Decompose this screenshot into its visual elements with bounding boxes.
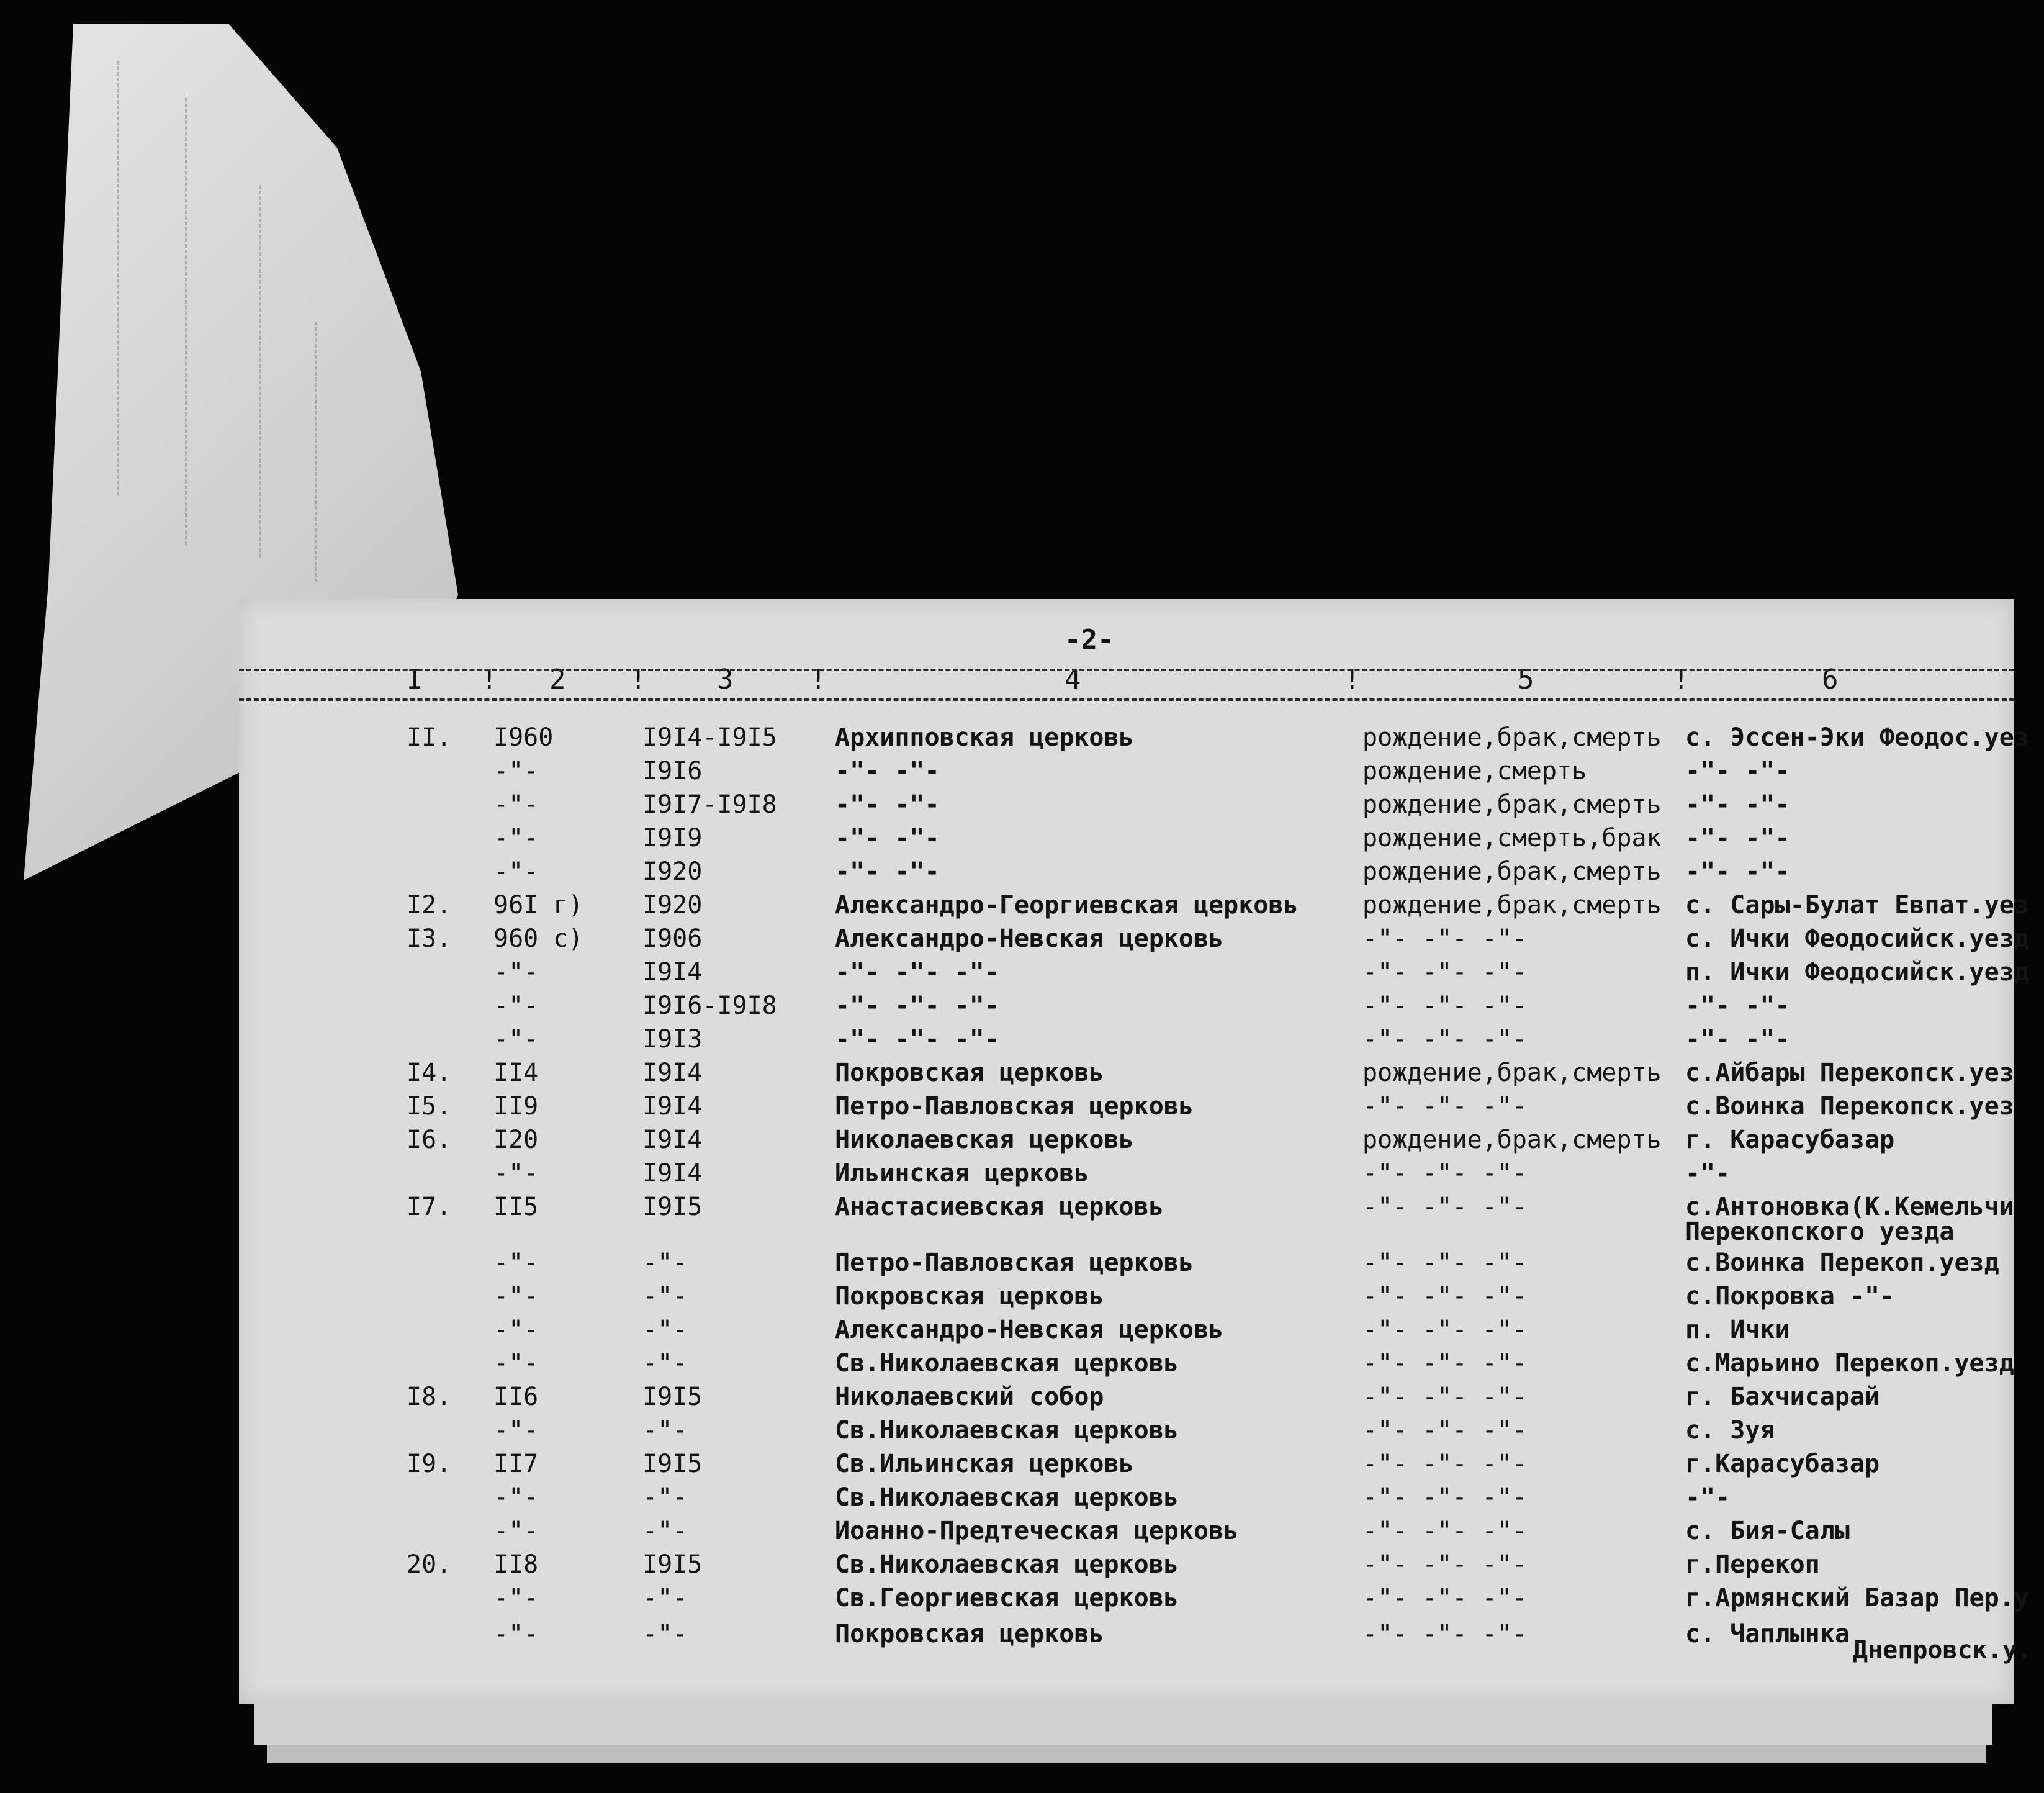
record-types: -"- -"- -"- bbox=[1362, 1483, 1527, 1512]
fund-number: II8 bbox=[493, 1550, 539, 1579]
header-col-1: I bbox=[407, 664, 423, 695]
table-row bbox=[239, 1517, 2014, 1550]
header-rule-top bbox=[239, 669, 2014, 671]
table-row bbox=[239, 1416, 2014, 1450]
years: I920 bbox=[642, 891, 703, 919]
church-name: Св.Николаевская церковь bbox=[835, 1349, 1179, 1378]
church-name: Св.Георгиевская церковь bbox=[835, 1584, 1179, 1612]
years: -"- bbox=[642, 1282, 688, 1311]
record-types: рождение,брак,смерть bbox=[1362, 1126, 1662, 1154]
row-number: I9. bbox=[407, 1450, 452, 1478]
place: с. Ички Феодосийск.уезд bbox=[1685, 924, 2029, 953]
fund-number: -"- bbox=[493, 1620, 539, 1648]
years: I9I3 bbox=[642, 1025, 703, 1054]
row-number: 20. bbox=[407, 1550, 452, 1579]
years: I9I4 bbox=[642, 1159, 703, 1188]
record-types: -"- -"- -"- bbox=[1362, 1620, 1527, 1648]
church-name: -"- -"- bbox=[835, 790, 940, 819]
record-types: -"- -"- -"- bbox=[1362, 924, 1527, 953]
fund-number: -"- bbox=[493, 1416, 539, 1445]
place-continuation: Днепровск.у. bbox=[1853, 1636, 2032, 1664]
table-row bbox=[239, 1483, 2014, 1517]
years: -"- bbox=[642, 1316, 688, 1344]
table-row bbox=[239, 1159, 2014, 1193]
years: I9I4-I9I5 bbox=[642, 723, 777, 752]
place: с.Воинка Перекопск.уез bbox=[1685, 1092, 2014, 1121]
table-row bbox=[239, 891, 2029, 924]
fund-number: II4 bbox=[493, 1059, 539, 1087]
years: I9I4 bbox=[642, 1092, 703, 1121]
years: -"- bbox=[642, 1584, 688, 1612]
record-types: рождение,брак,смерть bbox=[1362, 857, 1662, 886]
place: с. Бия-Салы bbox=[1685, 1517, 1850, 1545]
fund-number: -"- bbox=[493, 824, 539, 852]
header-col-2: 2 bbox=[549, 664, 566, 695]
church-name: -"- -"- -"- bbox=[835, 1025, 999, 1054]
table-row bbox=[239, 1550, 2014, 1584]
years: I920 bbox=[642, 857, 703, 886]
place: г. Бахчисарай bbox=[1685, 1383, 1880, 1411]
record-types: -"- -"- -"- bbox=[1362, 1249, 1527, 1277]
header-col-5: 5 bbox=[1518, 664, 1534, 695]
place: г.Перекоп bbox=[1685, 1550, 1820, 1579]
record-types: -"- -"- -"- bbox=[1362, 1383, 1527, 1411]
table-row bbox=[239, 1193, 2014, 1249]
years: I9I6-I9I8 bbox=[642, 991, 777, 1020]
record-types: -"- -"- -"- bbox=[1362, 1349, 1527, 1378]
document-page bbox=[239, 599, 2032, 1704]
fund-number: 960 с) bbox=[493, 924, 583, 953]
years: I9I4 bbox=[642, 958, 703, 987]
row-number: I8. bbox=[407, 1383, 452, 1411]
place: с. Эссен-Эки Феодос.уез bbox=[1685, 723, 2029, 752]
years: I9I9 bbox=[642, 824, 703, 852]
place: с.Айбары Перекопск.уез bbox=[1685, 1059, 2014, 1087]
fund-number: -"- bbox=[493, 1249, 539, 1277]
record-types: рождение,смерть bbox=[1362, 757, 1587, 785]
years: I9I4 bbox=[642, 1059, 703, 1087]
fund-number: -"- bbox=[493, 1349, 539, 1378]
place: -"- -"- bbox=[1685, 757, 1790, 785]
table-row bbox=[239, 824, 2014, 857]
fund-number: -"- bbox=[493, 790, 539, 819]
table-row bbox=[239, 1126, 2014, 1159]
fund-number: I960 bbox=[493, 723, 554, 752]
place: с. Сары-Булат Евпат.уез bbox=[1685, 891, 2029, 919]
church-name: Св.Николаевская церковь bbox=[835, 1483, 1179, 1512]
record-types: -"- -"- -"- bbox=[1362, 1316, 1527, 1344]
place: -"- -"- bbox=[1685, 1025, 1790, 1054]
place: г.Карасубазар bbox=[1685, 1450, 1880, 1478]
church-name: -"- -"- -"- bbox=[835, 958, 999, 987]
place: -"- bbox=[1685, 1159, 1731, 1188]
years: -"- bbox=[642, 1483, 688, 1512]
church-name: Иоанно-Предтеческая церковь bbox=[835, 1517, 1239, 1545]
fund-number: II7 bbox=[493, 1450, 539, 1478]
place: с. Чаплынка bbox=[1685, 1620, 1850, 1648]
years: I9I5 bbox=[642, 1550, 703, 1579]
record-types: -"- -"- -"- bbox=[1362, 1282, 1527, 1311]
fund-number: -"- bbox=[493, 1584, 539, 1612]
place-continuation: Перекопского уезда bbox=[1685, 1217, 1955, 1246]
place: -"- bbox=[1685, 1483, 1731, 1512]
row-number: I4. bbox=[407, 1059, 452, 1087]
row-number: I7. bbox=[407, 1193, 452, 1221]
church-name: Николаевский собор bbox=[835, 1383, 1104, 1411]
years: -"- bbox=[642, 1249, 688, 1277]
table-row bbox=[239, 1620, 2032, 1669]
place: с.Воинка Перекоп.уезд bbox=[1685, 1249, 1999, 1277]
record-types: -"- -"- -"- bbox=[1362, 1159, 1527, 1188]
record-types: -"- -"- -"- bbox=[1362, 958, 1527, 987]
fund-number: -"- bbox=[493, 1316, 539, 1344]
church-name: Николаевская церковь bbox=[835, 1126, 1134, 1154]
header-separator: ! bbox=[630, 664, 647, 695]
table-row bbox=[239, 1450, 2014, 1483]
record-types: рождение,брак,смерть bbox=[1362, 723, 1662, 752]
fund-number: II6 bbox=[493, 1383, 539, 1411]
record-types: рождение,смерть,брак bbox=[1362, 824, 1662, 852]
fund-number: -"- bbox=[493, 1483, 539, 1512]
fund-number: -"- bbox=[493, 1025, 539, 1054]
years: I9I5 bbox=[642, 1450, 703, 1478]
fund-number: II9 bbox=[493, 1092, 539, 1121]
fund-number: -"- bbox=[493, 1282, 539, 1311]
years: -"- bbox=[642, 1349, 688, 1378]
church-name: Покровская церковь bbox=[835, 1059, 1104, 1087]
header-separator: ! bbox=[1344, 664, 1361, 695]
fund-number: I20 bbox=[493, 1126, 539, 1154]
church-name: -"- -"- -"- bbox=[835, 991, 999, 1020]
table-row bbox=[239, 991, 2014, 1025]
fund-number: -"- bbox=[493, 958, 539, 987]
row-number: I3. bbox=[407, 924, 452, 953]
church-name: -"- -"- bbox=[835, 857, 940, 886]
church-name: Архипповская церковь bbox=[835, 723, 1134, 752]
years: I9I5 bbox=[642, 1193, 703, 1221]
header-separator: ! bbox=[810, 664, 827, 695]
header-col-6: 6 bbox=[1822, 664, 1839, 695]
church-name: Александро-Невская церковь bbox=[835, 1316, 1224, 1344]
church-name: Петро-Павловская церковь bbox=[835, 1092, 1194, 1121]
table-row bbox=[239, 1249, 2014, 1282]
table-row bbox=[239, 1092, 2014, 1126]
place: с.Марьино Перекоп.уезд bbox=[1685, 1349, 2014, 1378]
table-row bbox=[239, 1584, 2029, 1617]
place: г. Карасубазар bbox=[1685, 1126, 1895, 1154]
church-name: Св.Николаевская церковь bbox=[835, 1416, 1179, 1445]
record-types: рождение,брак,смерть bbox=[1362, 790, 1662, 819]
church-name: Анастасиевская церковь bbox=[835, 1193, 1164, 1221]
church-name: Александро-Георгиевская церковь bbox=[835, 891, 1299, 919]
table-row bbox=[239, 1316, 2014, 1349]
header-separator: ! bbox=[481, 664, 498, 695]
fund-number: -"- bbox=[493, 757, 539, 785]
record-types: -"- -"- -"- bbox=[1362, 1584, 1527, 1612]
fund-number: -"- bbox=[493, 1159, 539, 1188]
years: -"- bbox=[642, 1416, 688, 1445]
table-row bbox=[239, 958, 2029, 991]
header-rule-bottom bbox=[239, 698, 2014, 701]
fund-number: 96I г) bbox=[493, 891, 583, 919]
years: -"- bbox=[642, 1620, 688, 1648]
fund-number: -"- bbox=[493, 991, 539, 1020]
row-number: II. bbox=[407, 723, 452, 752]
years: I9I5 bbox=[642, 1383, 703, 1411]
record-types: -"- -"- -"- bbox=[1362, 1517, 1527, 1545]
place: п. Ички Феодосийск.уезд bbox=[1685, 958, 2029, 987]
table-row bbox=[239, 1282, 2014, 1316]
church-name: -"- -"- bbox=[835, 824, 940, 852]
header-col-3: 3 bbox=[717, 664, 734, 695]
table-row bbox=[239, 723, 2029, 757]
church-name: Ильинская церковь bbox=[835, 1159, 1089, 1188]
record-types: -"- -"- -"- bbox=[1362, 1193, 1527, 1221]
church-name: Покровская церковь bbox=[835, 1620, 1104, 1648]
church-name: Александро-Невская церковь bbox=[835, 924, 1224, 953]
table-row bbox=[239, 757, 2014, 790]
record-types: -"- -"- -"- bbox=[1362, 1550, 1527, 1579]
fund-number: -"- bbox=[493, 857, 539, 886]
church-name: Петро-Павловская церковь bbox=[835, 1249, 1194, 1277]
years: I9I6 bbox=[642, 757, 703, 785]
page-number: -2- bbox=[1065, 624, 1114, 656]
table-row bbox=[239, 1349, 2014, 1383]
row-number: I5. bbox=[407, 1092, 452, 1121]
church-name: -"- -"- bbox=[835, 757, 940, 785]
row-number: I2. bbox=[407, 891, 452, 919]
record-types: -"- -"- -"- bbox=[1362, 1416, 1527, 1445]
years: I9I7-I9I8 bbox=[642, 790, 777, 819]
fund-number: -"- bbox=[493, 1517, 539, 1545]
table-row bbox=[239, 857, 2014, 891]
years: I9I4 bbox=[642, 1126, 703, 1154]
table-row bbox=[239, 1383, 2014, 1416]
place: -"- -"- bbox=[1685, 790, 1790, 819]
place: п. Ички bbox=[1685, 1316, 1790, 1344]
record-types: -"- -"- -"- bbox=[1362, 1450, 1527, 1478]
record-types: -"- -"- -"- bbox=[1362, 1092, 1527, 1121]
row-number: I6. bbox=[407, 1126, 452, 1154]
place: -"- -"- bbox=[1685, 824, 1790, 852]
place: -"- -"- bbox=[1685, 991, 1790, 1020]
record-types: -"- -"- -"- bbox=[1362, 1025, 1527, 1054]
table-row bbox=[239, 924, 2029, 958]
years: -"- bbox=[642, 1517, 688, 1545]
place: -"- -"- bbox=[1685, 857, 1790, 886]
church-name: Покровская церковь bbox=[835, 1282, 1104, 1311]
fund-number: II5 bbox=[493, 1193, 539, 1221]
header-separator: ! bbox=[1673, 664, 1690, 695]
church-name: Св.Ильинская церковь bbox=[835, 1450, 1134, 1478]
record-types: -"- -"- -"- bbox=[1362, 991, 1527, 1020]
table-row bbox=[239, 1025, 2014, 1059]
years: I906 bbox=[642, 924, 703, 953]
table-row bbox=[239, 790, 2014, 824]
header-col-4: 4 bbox=[1065, 664, 1081, 695]
record-types: рождение,брак,смерть bbox=[1362, 891, 1662, 919]
place: с.Антоновка(К.Кемельчи bbox=[1685, 1193, 2014, 1221]
place: с. Зуя bbox=[1685, 1416, 1775, 1445]
place: г.Армянский Базар Пер.у bbox=[1685, 1584, 2029, 1612]
record-types: рождение,брак,смерть bbox=[1362, 1059, 1662, 1087]
church-name: Св.Николаевская церковь bbox=[835, 1550, 1179, 1579]
table-row bbox=[239, 1059, 2014, 1092]
place: с.Покровка -"- bbox=[1685, 1282, 1895, 1311]
